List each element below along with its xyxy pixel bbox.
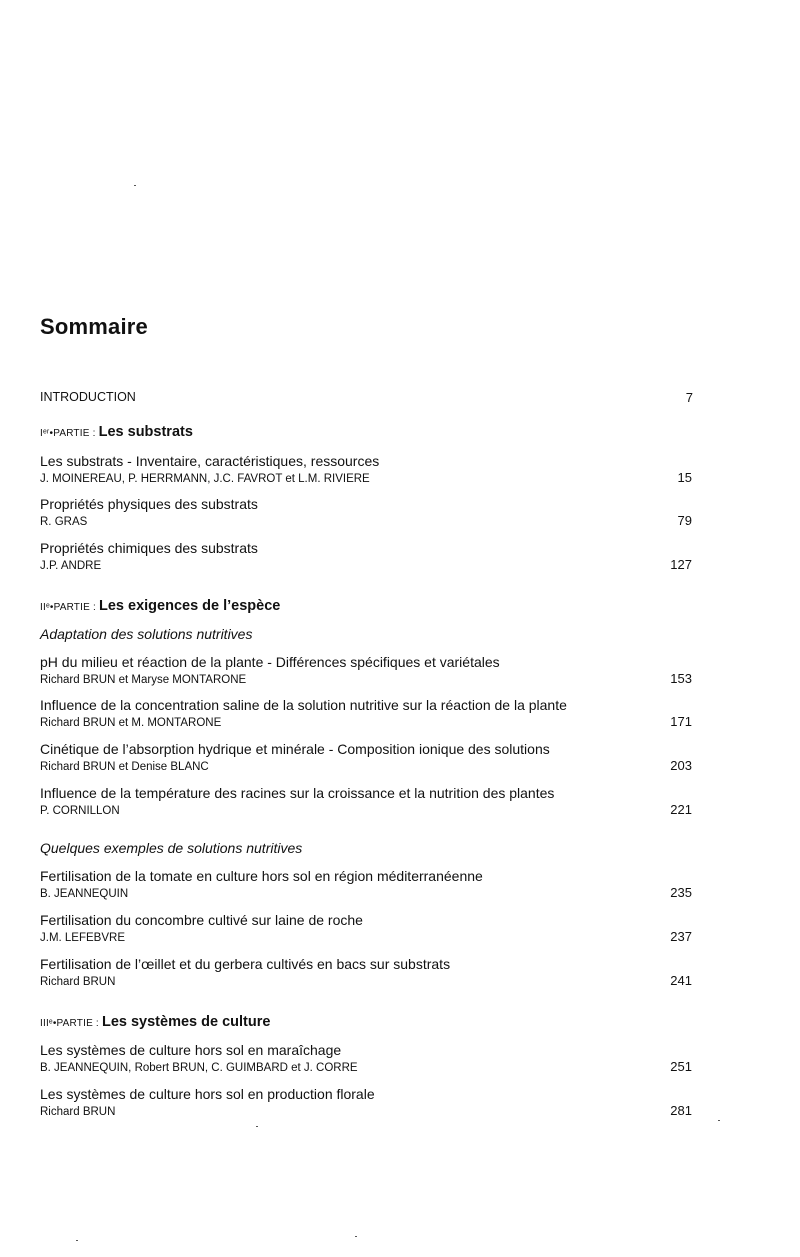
page-number: 241 [670, 973, 692, 988]
page-number: 251 [670, 1059, 692, 1074]
page-number: 79 [677, 513, 692, 528]
entry-title: Fertilisation de l’œillet et du gerbera cultivés en bacs sur substrats [40, 956, 451, 972]
toc-entry [40, 868, 692, 902]
toc-entry [40, 912, 692, 946]
entry-authors: J.M. LEFEBVRE [40, 932, 125, 944]
toc-entry [40, 1086, 692, 1120]
page-number: 7 [685, 390, 693, 405]
section-label: Quelques exemples de solutions nutritives [40, 840, 303, 856]
entry-title: Influence de la température des racines sur la croissance et la nutrition des plantes [40, 785, 555, 801]
scan-speck [256, 1126, 258, 1127]
entry-title: Fertilisation de la tomate en culture hors sol en région méditerranéenne [40, 868, 483, 884]
entry-title: Fertilisation du concombre cultivé sur laine de roche [40, 912, 363, 928]
entry-title: Propriétés chimiques des substrats [40, 540, 258, 556]
scan-speck [718, 1120, 720, 1121]
entry-title: pH du milieu et réaction de la plante - Différences spécifiques et variétales [40, 654, 500, 670]
entry-authors: J.P. ANDRE [40, 560, 102, 572]
page-number: 171 [670, 714, 692, 729]
entry-authors: Richard BRUN [40, 1106, 116, 1118]
part-title: Les substrats [98, 424, 193, 440]
part-heading-3 [40, 1014, 270, 1030]
page-number: 281 [670, 1103, 692, 1118]
entry-title: Cinétique de l’absorption hydrique et minérale - Composition ionique des solutions [40, 741, 550, 757]
entry-authors: B. JEANNEQUIN, Robert BRUN, C. GUIMBARD et J. CORRE [40, 1062, 358, 1074]
scan-speck [134, 185, 136, 186]
entry-title: Les systèmes de culture hors sol en production florale [40, 1086, 375, 1102]
page-number: 15 [677, 470, 692, 485]
entry-title: Influence de la concentration saline de la solution nutritive sur la réaction de la plante [40, 697, 567, 713]
entry-authors: Richard BRUN et Denise BLANC [40, 761, 209, 773]
toc-entry [40, 1042, 692, 1076]
toc-introduction [40, 390, 693, 405]
introduction-label: INTRODUCTION [40, 390, 136, 404]
entry-authors: B. JEANNEQUIN [40, 888, 129, 900]
entry-authors: Richard BRUN et M. MONTARONE [40, 717, 222, 729]
scan-speck [355, 1236, 357, 1237]
entry-title: Les substrats - Inventaire, caractéristiques, ressources [40, 453, 380, 469]
entry-authors: Richard BRUN [40, 976, 116, 988]
entry-authors: Richard BRUN et Maryse MONTARONE [40, 674, 247, 686]
page-number: 203 [670, 758, 692, 773]
toc-entry [40, 654, 692, 688]
page-number: 221 [670, 802, 692, 817]
scan-speck [76, 1240, 78, 1241]
part-prefix: IIIᵉ•PARTIE : [40, 1018, 99, 1029]
part-heading-1 [40, 424, 193, 440]
part-prefix: Iᵉʳ•PARTIE : [40, 428, 96, 439]
entry-title: Les systèmes de culture hors sol en maraîchage [40, 1042, 342, 1058]
entry-authors: P. CORNILLON [40, 805, 120, 817]
toc-entry [40, 496, 692, 530]
page-number: 237 [670, 929, 692, 944]
entry-authors: R. GRAS [40, 516, 88, 528]
part-prefix: IIᵉ•PARTIE : [40, 602, 96, 613]
entry-title: Propriétés physiques des substrats [40, 496, 258, 512]
page-title: Sommaire [40, 314, 148, 339]
page-number: 127 [670, 557, 692, 572]
toc-entry [40, 697, 692, 731]
section-label: Adaptation des solutions nutritives [40, 626, 253, 642]
toc-entry [40, 741, 692, 775]
toc-entry [40, 453, 692, 487]
entry-authors: J. MOINEREAU, P. HERRMANN, J.C. FAVROT et L.M. RIVIERE [40, 473, 370, 485]
toc-entry [40, 540, 692, 574]
part-heading-2 [40, 598, 280, 614]
page-number: 235 [670, 885, 692, 900]
part-title: Les systèmes de culture [101, 1014, 271, 1030]
toc-entry [40, 956, 692, 990]
page-number: 153 [670, 671, 692, 686]
toc-entry [40, 785, 692, 819]
part-title: Les exigences de l’espèce [99, 598, 281, 614]
